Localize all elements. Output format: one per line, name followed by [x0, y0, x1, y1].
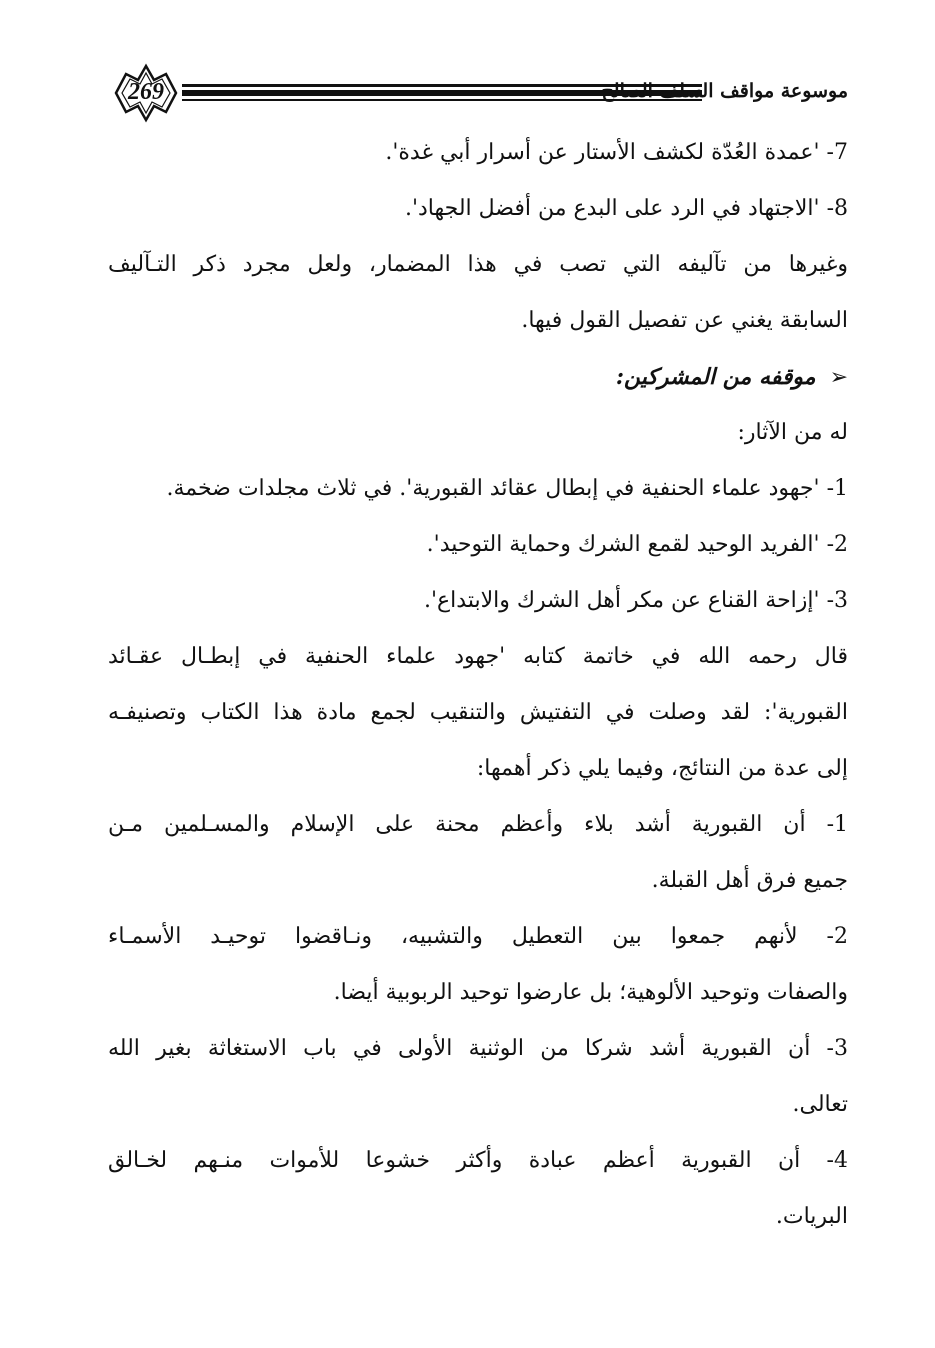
list-item-continuation: تعالى. [792, 1092, 848, 1117]
paragraph-line: له من الآثار: [737, 420, 848, 445]
paragraph-line: وغيرها من تآليفه التي تصب في هذا المضمار، ولعل مجرد ذكر التـآليف [108, 252, 848, 277]
list-item: 4- أن القبورية أعظم عبادة وأكثر خشوعا للأموات منـهم لخـالق [108, 1148, 848, 1173]
list-item-continuation: البريات. [775, 1204, 848, 1229]
series-title: موسوعة مواقف السلف الصالح [601, 80, 848, 102]
paragraph-line: إلى عدة من النتائج، وفيما يلي ذكر أهمها: [476, 756, 848, 781]
page-number-badge [108, 62, 184, 124]
page-header [108, 62, 848, 124]
arrow-bullet-icon: ➢ [829, 365, 848, 390]
paragraph-line: السابقة يغني عن تفصيل القول فيها. [521, 308, 848, 333]
paragraph-line: القبورية': لقد وصلت في التفتيش والتنقيب لجمع مادة هذا الكتاب وتصنيفـه [108, 700, 848, 725]
section-heading [108, 349, 848, 405]
list-item: 1- أن القبورية أشد بلاء وأعظم محنة على الإسلام والمسـلمين مـن [108, 812, 848, 837]
section-heading-text: موقفه من المشركين: [615, 364, 816, 390]
paragraph-line: قال رحمه الله في خاتمة كتابه 'جهود علماء الحنفية في إبطـال عقـائد [108, 644, 848, 669]
list-item-continuation: والصفات وتوحيد الألوهية؛ بل عارضوا توحيد الربوبية أيضا. [333, 980, 848, 1005]
list-item: 1- 'جهود علماء الحنفية في إبطال عقائد القبورية'. في ثلاث مجلدات ضخمة. [166, 476, 848, 501]
list-item: 7- 'عمدة العُدّة لكشف الأستار عن أسرار أبي غدة'. [385, 140, 848, 165]
list-item: 2- لأنهم جمعوا بين التعطيل والتشبيه، ونـاقضوا توحيـد الأسمـاء [108, 924, 848, 949]
list-item-continuation: جميع فرق أهل القبلة. [651, 868, 848, 893]
list-item: 8- 'الاجتهاد في الرد على البدع من أفضل الجهاد'. [404, 196, 848, 221]
list-item: 3- 'إزاحة القناع عن مكر أهل الشرك والابتداع'. [424, 588, 848, 613]
page-body [108, 125, 848, 1245]
page-number: 269 [128, 79, 164, 105]
list-item: 2- 'الفريد الوحيد لقمع الشرك وحماية التوحيد'. [426, 532, 848, 557]
list-item: 3- أن القبورية أشد شركا من الوثنية الأولى في باب الاستغاثة بغير الله [108, 1036, 848, 1061]
